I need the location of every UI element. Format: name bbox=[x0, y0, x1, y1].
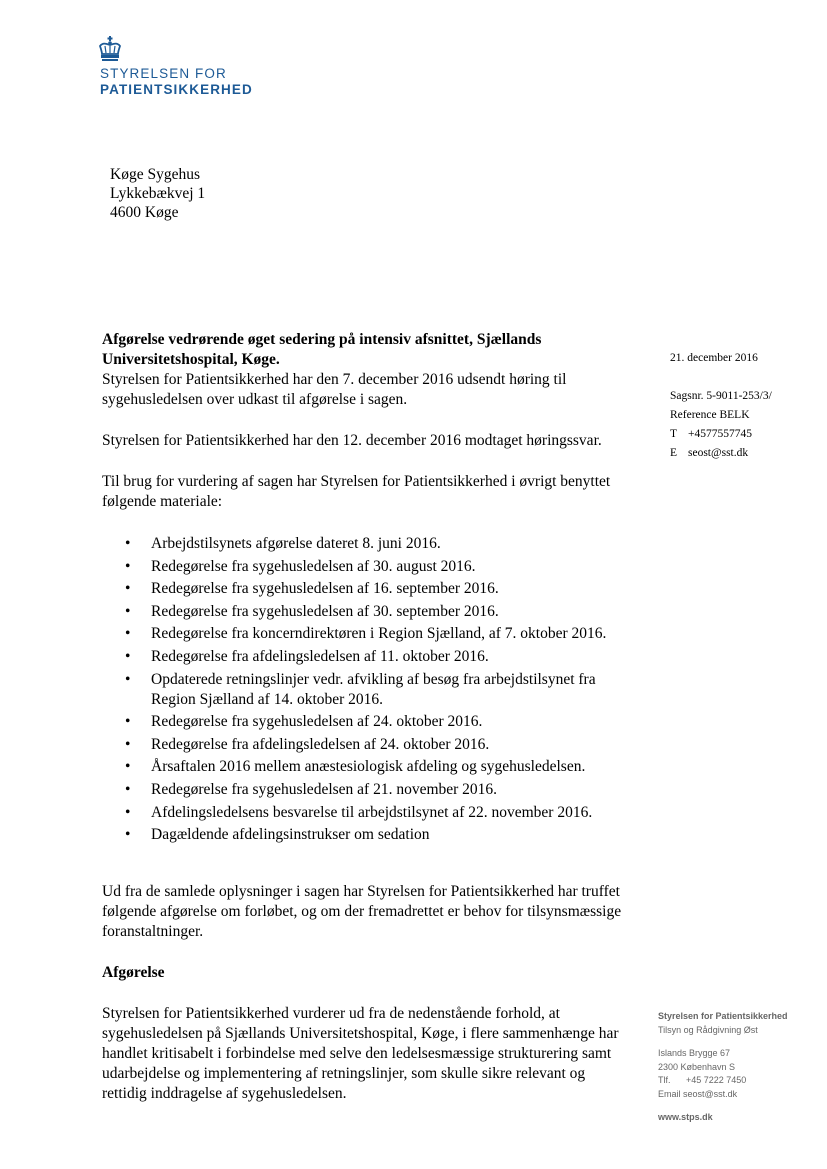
list-item-text: Dagældende afdelingsinstrukser om sedation bbox=[151, 826, 430, 844]
paragraph-hearing-sent: Styrelsen for Patientsikkerhed har den 7. december 2016 udsendt høring til sygehusledelsen over udkast til afgørelse i sagen. bbox=[102, 371, 567, 408]
bullet-icon: • bbox=[125, 826, 131, 844]
list-item-text: Redegørelse fra sygehusledelsen af 30. september 2016. bbox=[151, 602, 499, 620]
paragraph-decision: Styrelsen for Patientsikkerhed vurderer ud fra de nedenstående forhold, at sygehusledelsen på Sjællands Universitetshospital, Køge, i flere sammenhænge har handlet kritisabelt i forbindelse med selve den ledelsesmæssige strukturering samt udarbejdelse og implementering af retningslinjer, som skulle sikre relevant og rettidig inddragelse af sygehusledelsen. bbox=[102, 1004, 619, 1102]
list-item-text: Årsaftalen 2016 mellem anæstesiologisk afdeling og sygehusledelsen. bbox=[151, 758, 586, 776]
list-item bbox=[102, 647, 622, 667]
bullet-icon: • bbox=[125, 670, 131, 688]
list-item bbox=[102, 803, 622, 823]
list-item-text: Redegørelse fra afdelingsledelsen af 24. oktober 2016. bbox=[151, 735, 490, 753]
bullet-icon: • bbox=[125, 625, 131, 643]
list-item bbox=[102, 624, 622, 644]
section-heading: Afgørelse bbox=[102, 963, 165, 981]
bullet-icon: • bbox=[125, 713, 131, 731]
email-row bbox=[670, 444, 772, 463]
logo-text-line1: STYRELSEN FOR bbox=[100, 66, 227, 81]
bullet-icon: • bbox=[125, 647, 131, 665]
letter-meta bbox=[670, 349, 772, 463]
bullet-icon: • bbox=[125, 602, 131, 620]
list-item bbox=[102, 579, 622, 599]
materials-list bbox=[102, 534, 622, 845]
recipient-address bbox=[110, 165, 205, 222]
list-item bbox=[102, 780, 622, 800]
footer-org: Styrelsen for Patientsikkerhed bbox=[658, 1011, 788, 1021]
list-item bbox=[102, 557, 622, 577]
paragraph-hearing-received: Styrelsen for Patientsikkerhed har den 12. december 2016 modtaget høringssvar. bbox=[102, 432, 602, 449]
bullet-icon: • bbox=[125, 535, 131, 552]
list-item bbox=[102, 825, 622, 845]
recipient-name: Køge Sygehus bbox=[110, 166, 200, 183]
list-item-text: Opdaterede retningslinjer vedr. afvikling af besøg fra arbejdstilsynet fra Region Sjælland af 14. oktober 2016. bbox=[151, 670, 596, 708]
footer-phone-row bbox=[658, 1074, 788, 1088]
bullet-icon: • bbox=[125, 557, 131, 575]
footer-phone: +45 7222 7450 bbox=[686, 1075, 747, 1085]
footer-city: 2300 København S bbox=[658, 1061, 736, 1072]
email-address[interactable]: seost@sst.dk bbox=[688, 447, 749, 459]
list-item bbox=[102, 670, 622, 710]
phone-number: +4577557745 bbox=[688, 428, 752, 440]
paragraph-decision-intro: Ud fra de samlede oplysninger i sagen har Styrelsen for Patientsikkerhed har truffet følgende afgørelse om forløbet, og om der fremadrettet er behov for tilsynsmæssige foranstaltninger. bbox=[102, 882, 622, 940]
list-item-text: Redegørelse fra sygehusledelsen af 24. oktober 2016. bbox=[151, 713, 483, 731]
email-label: E bbox=[670, 447, 678, 459]
bullet-icon: • bbox=[125, 735, 131, 753]
bullet-icon: • bbox=[125, 803, 131, 821]
recipient-street: Lykkebækvej 1 bbox=[110, 185, 206, 202]
list-item-text: Redegørelse fra sygehusledelsen af 16. september 2016. bbox=[151, 580, 499, 598]
phone-row bbox=[670, 425, 772, 444]
letter-date: 21. december 2016 bbox=[670, 352, 758, 364]
bullet-icon: • bbox=[125, 580, 131, 598]
list-item-text: Afdelingsledelsens besvarelse til arbejdstilsynet af 22. november 2016. bbox=[151, 803, 593, 821]
case-number: Sagsnr. 5-9011-253/3/ bbox=[670, 390, 772, 402]
list-item bbox=[102, 757, 622, 777]
bullet-icon: • bbox=[125, 780, 131, 798]
footer-phone-label: Tlf. bbox=[658, 1075, 671, 1085]
footer-website[interactable]: www.stps.dk bbox=[658, 1112, 713, 1122]
list-item bbox=[102, 534, 622, 554]
list-item-text: Redegørelse fra sygehusledelsen af 21. november 2016. bbox=[151, 780, 498, 798]
letter-body bbox=[102, 330, 622, 1104]
list-item-text: Redegørelse fra afdelingsledelsen af 11. oktober 2016. bbox=[151, 647, 489, 665]
bullet-icon: • bbox=[125, 758, 131, 776]
footer-street: Islands Brygge 67 bbox=[658, 1048, 731, 1058]
list-item-text: Redegørelse fra sygehusledelsen af 30. august 2016. bbox=[151, 557, 476, 575]
letter-title: Afgørelse vedrørende øget sedering på intensiv afsnittet, Sjællands Universitetshospital, Køge. bbox=[102, 331, 542, 368]
phone-label: T bbox=[670, 428, 678, 440]
logo-text-line2: PATIENTSIKKERHED bbox=[100, 82, 253, 97]
list-item bbox=[102, 602, 622, 622]
list-item bbox=[102, 735, 622, 755]
reference: Reference BELK bbox=[670, 409, 750, 421]
recipient-city: 4600 Køge bbox=[110, 204, 179, 221]
list-item bbox=[102, 712, 622, 732]
footer-email[interactable]: Email seost@sst.dk bbox=[658, 1088, 738, 1099]
paragraph-materials-intro: Til brug for vurdering af sagen har Styrelsen for Patientsikkerhed i øvrigt benyttet følgende materiale: bbox=[102, 473, 611, 510]
list-item-text: Arbejdstilsynets afgørelse dateret 8. juni 2016. bbox=[151, 535, 441, 552]
sender-footer bbox=[658, 1010, 788, 1125]
footer-unit: Tilsyn og Rådgivning Øst bbox=[658, 1024, 758, 1035]
list-item-text: Redegørelse fra koncerndirektøren i Region Sjælland, af 7. oktober 2016. bbox=[151, 625, 607, 643]
crown-icon bbox=[98, 36, 122, 62]
